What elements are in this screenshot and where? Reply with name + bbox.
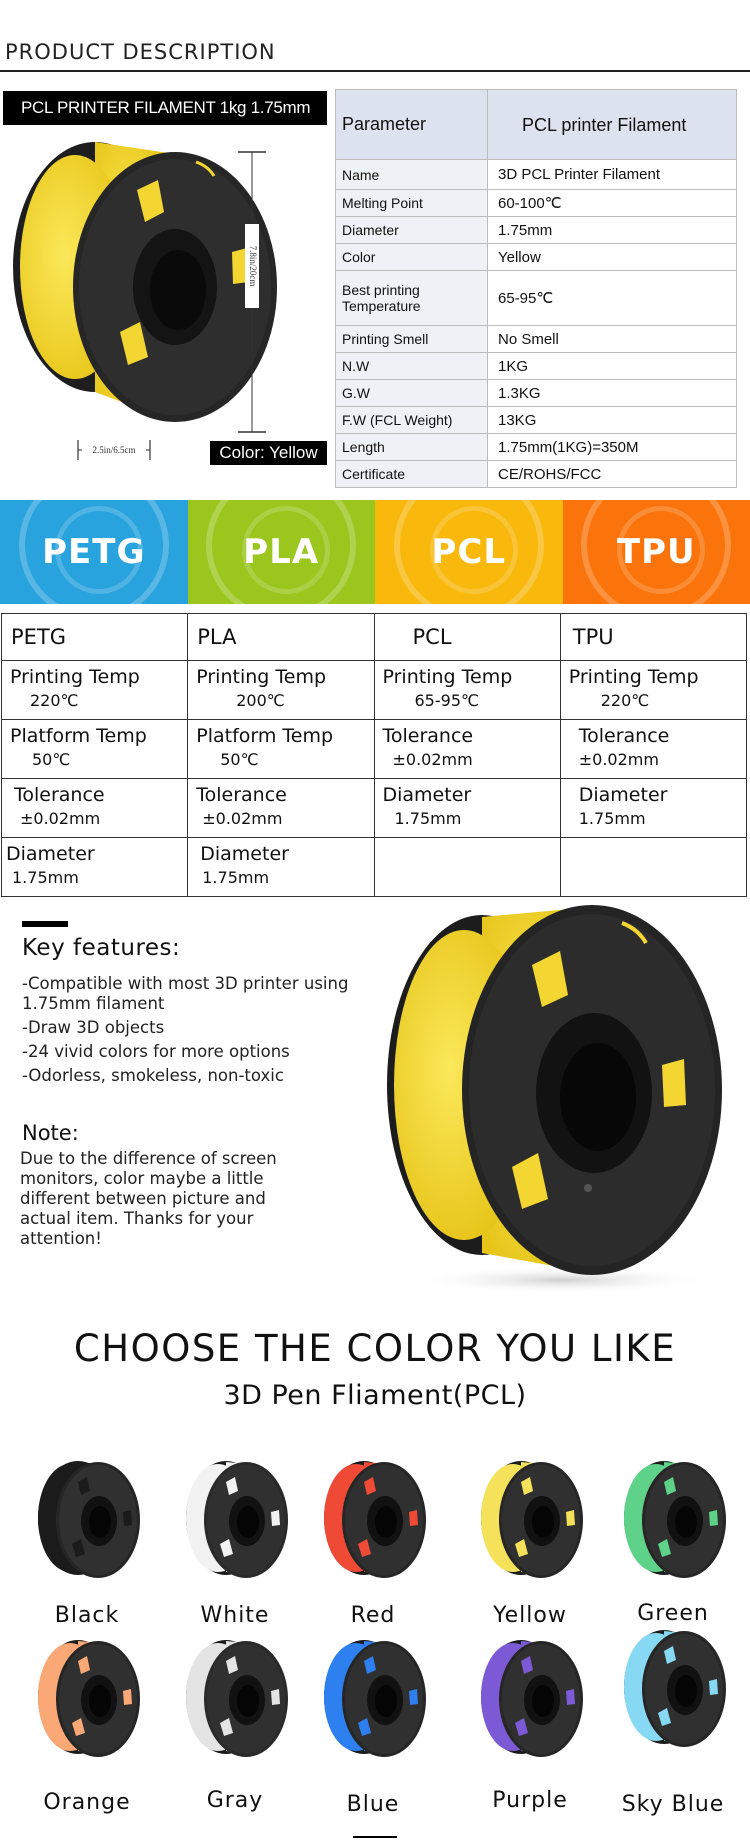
table-cell <box>2 720 188 779</box>
color-swatch[interactable] <box>598 1458 738 1628</box>
note-text: Due to the difference of screen monitors, color maybe a little different between picture and actual item. Thanks for your attention! <box>20 1149 277 1248</box>
param-header-value: PCL printer Filament <box>488 90 737 160</box>
color-swatch[interactable] <box>160 1458 300 1628</box>
param-label: Name <box>336 160 488 190</box>
table-row <box>336 380 737 407</box>
color-name: Blue <box>346 1792 400 1817</box>
table-row <box>336 190 737 217</box>
note-title: Note: <box>22 1121 79 1145</box>
list-item: -Compatible with most 3D printer using 1.75mm filament <box>22 974 349 1013</box>
height-dimension-label: 7.8in/20cm <box>247 245 258 287</box>
table-cell <box>188 838 374 897</box>
cell-value: 1.75mm <box>578 809 646 828</box>
table-row <box>336 244 737 271</box>
cell-value: ±0.02mm <box>392 750 473 769</box>
colors-title: CHOOSE THE COLOR YOU LIKE <box>73 1327 677 1370</box>
list-item: -Draw 3D objects <box>22 1018 165 1037</box>
spool-product-image <box>0 132 330 472</box>
list-item: -24 vivid colors for more options <box>22 1042 290 1061</box>
table-cell <box>560 838 746 897</box>
cell-label: Tolerance <box>382 725 474 747</box>
column-header: PLA <box>188 614 374 661</box>
material-banner-pla <box>188 500 376 604</box>
spool-icon <box>30 1637 142 1759</box>
color-swatch[interactable] <box>12 1458 152 1628</box>
table-row <box>336 217 737 244</box>
color-swatch[interactable] <box>298 1637 438 1817</box>
color-name: Red <box>350 1603 396 1628</box>
param-label: Best printing Temperature <box>336 271 488 326</box>
cell-label: Printing Temp <box>382 666 513 688</box>
material-banner-pcl <box>375 500 563 604</box>
table-row <box>2 779 747 838</box>
material-comparison-table <box>1 613 747 897</box>
color-swatch[interactable] <box>298 1458 438 1628</box>
color-badge: Color: Yellow <box>210 441 327 465</box>
product-banner: PCL PRINTER FILAMENT 1kg 1.75mm <box>3 91 327 125</box>
table-row <box>2 720 747 779</box>
table-cell <box>2 779 188 838</box>
color-swatch[interactable] <box>598 1627 738 1817</box>
table-row <box>336 434 737 461</box>
table-row <box>336 271 737 326</box>
table-cell <box>188 661 374 720</box>
table-cell <box>2 661 188 720</box>
cell-value: 1.75mm <box>12 868 79 887</box>
header-divider <box>0 70 750 72</box>
cell-value: 220℃ <box>30 691 79 710</box>
spool-icon <box>178 1458 290 1580</box>
table-cell <box>560 779 746 838</box>
color-name: Green <box>637 1601 709 1626</box>
spool-icon <box>316 1458 428 1580</box>
spool-icon <box>178 1637 290 1759</box>
param-value: Yellow <box>488 244 737 271</box>
param-label: Color <box>336 244 488 271</box>
table-row <box>2 661 747 720</box>
table-cell <box>560 720 746 779</box>
column-header: PCL <box>374 614 560 661</box>
table-cell <box>374 661 560 720</box>
spool-icon <box>616 1627 728 1749</box>
param-value: 1.75mm(1KG)=350M <box>488 434 737 461</box>
color-name: Black <box>54 1603 120 1628</box>
param-label: Melting Point <box>336 190 488 217</box>
param-label: G.W <box>336 380 488 407</box>
table-cell <box>374 779 560 838</box>
color-name: Sky Blue <box>621 1792 725 1817</box>
param-header-label: Parameter <box>336 90 488 160</box>
section-accent-bar <box>22 921 68 927</box>
cell-value: 50℃ <box>32 750 71 769</box>
param-value: 1.3KG <box>488 380 737 407</box>
table-row <box>336 407 737 434</box>
table-cell <box>188 779 374 838</box>
cell-value: 1.75mm <box>394 809 462 828</box>
table-cell <box>560 661 746 720</box>
cell-label: Printing Temp <box>10 666 140 688</box>
cell-label: Platform Temp <box>196 725 334 747</box>
table-cell <box>188 720 374 779</box>
param-value: 13KG <box>488 407 737 434</box>
column-header: TPU <box>560 614 746 661</box>
footer-divider <box>353 1836 397 1838</box>
list-item: -Odorless, smokeless, non-toxic <box>22 1066 284 1085</box>
cell-label: Diameter <box>6 843 95 865</box>
material-name: PLA <box>243 532 320 572</box>
color-swatch[interactable] <box>12 1637 152 1815</box>
color-name: Yellow <box>493 1603 567 1628</box>
cell-value: 1.75mm <box>202 868 270 887</box>
cell-label: Diameter <box>382 784 472 806</box>
table-cell <box>374 720 560 779</box>
color-name: Gray <box>206 1788 264 1813</box>
color-swatch[interactable] <box>160 1637 300 1813</box>
param-label: N.W <box>336 353 488 380</box>
param-value: 65-95℃ <box>488 271 737 326</box>
cell-value: ±0.02mm <box>578 750 659 769</box>
table-row <box>2 838 747 897</box>
table-row <box>336 160 737 190</box>
param-label: Printing Smell <box>336 326 488 353</box>
table-cell <box>2 838 188 897</box>
cell-value: 50℃ <box>220 750 259 769</box>
param-value: 3D PCL Printer Filament <box>488 160 737 190</box>
color-swatch[interactable] <box>455 1458 595 1628</box>
param-value: No Smell <box>488 326 737 353</box>
color-swatch[interactable] <box>455 1637 595 1813</box>
column-header: PETG <box>2 614 188 661</box>
material-name: PCL <box>431 532 507 572</box>
cell-label: Tolerance <box>578 725 670 747</box>
param-label: Diameter <box>336 217 488 244</box>
cell-label: Printing Temp <box>196 666 327 688</box>
colors-subtitle: 3D Pen Fliament(PCL) <box>223 1380 527 1411</box>
spool-icon <box>473 1458 585 1580</box>
color-name: Orange <box>43 1790 131 1815</box>
table-row <box>336 461 737 488</box>
cell-label: Diameter <box>200 843 289 865</box>
param-label: Length <box>336 434 488 461</box>
spool-icon <box>316 1637 428 1759</box>
spool-icon <box>616 1458 728 1580</box>
spool-large-image <box>372 895 722 1295</box>
spool-icon <box>30 1458 142 1580</box>
section-title: PRODUCT DESCRIPTION <box>5 40 276 64</box>
cell-value: ±0.02mm <box>202 809 283 828</box>
cell-value: 200℃ <box>236 691 285 710</box>
cell-label: Diameter <box>578 784 668 806</box>
table-row <box>336 326 737 353</box>
color-name: Purple <box>492 1788 568 1813</box>
param-value: CE/ROHS/FCC <box>488 461 737 488</box>
param-value: 1KG <box>488 353 737 380</box>
material-name: PETG <box>42 532 146 572</box>
parameter-table <box>335 89 737 488</box>
material-banner-petg <box>0 500 188 604</box>
color-name: White <box>200 1603 270 1628</box>
param-value: 1.75mm <box>488 217 737 244</box>
width-dimension-label: 2.5in/6.5cm <box>92 445 136 455</box>
cell-label: Tolerance <box>196 784 287 806</box>
table-cell <box>374 838 560 897</box>
material-banner-tpu <box>563 500 750 604</box>
key-features-list <box>22 974 352 1090</box>
cell-value: 220℃ <box>600 691 650 710</box>
key-features-title: Key features: <box>22 935 181 961</box>
param-value: 60-100℃ <box>488 190 737 217</box>
cell-value: 65-95℃ <box>414 691 479 710</box>
material-name: TPU <box>616 532 696 572</box>
table-row <box>336 353 737 380</box>
spool-icon <box>473 1637 585 1759</box>
material-banners <box>0 500 750 604</box>
cell-label: Tolerance <box>14 784 105 806</box>
param-label: F.W (FCL Weight) <box>336 407 488 434</box>
cell-label: Printing Temp <box>568 666 699 688</box>
param-label: Certificate <box>336 461 488 488</box>
cell-label: Platform Temp <box>10 725 147 747</box>
cell-value: ±0.02mm <box>20 809 101 828</box>
